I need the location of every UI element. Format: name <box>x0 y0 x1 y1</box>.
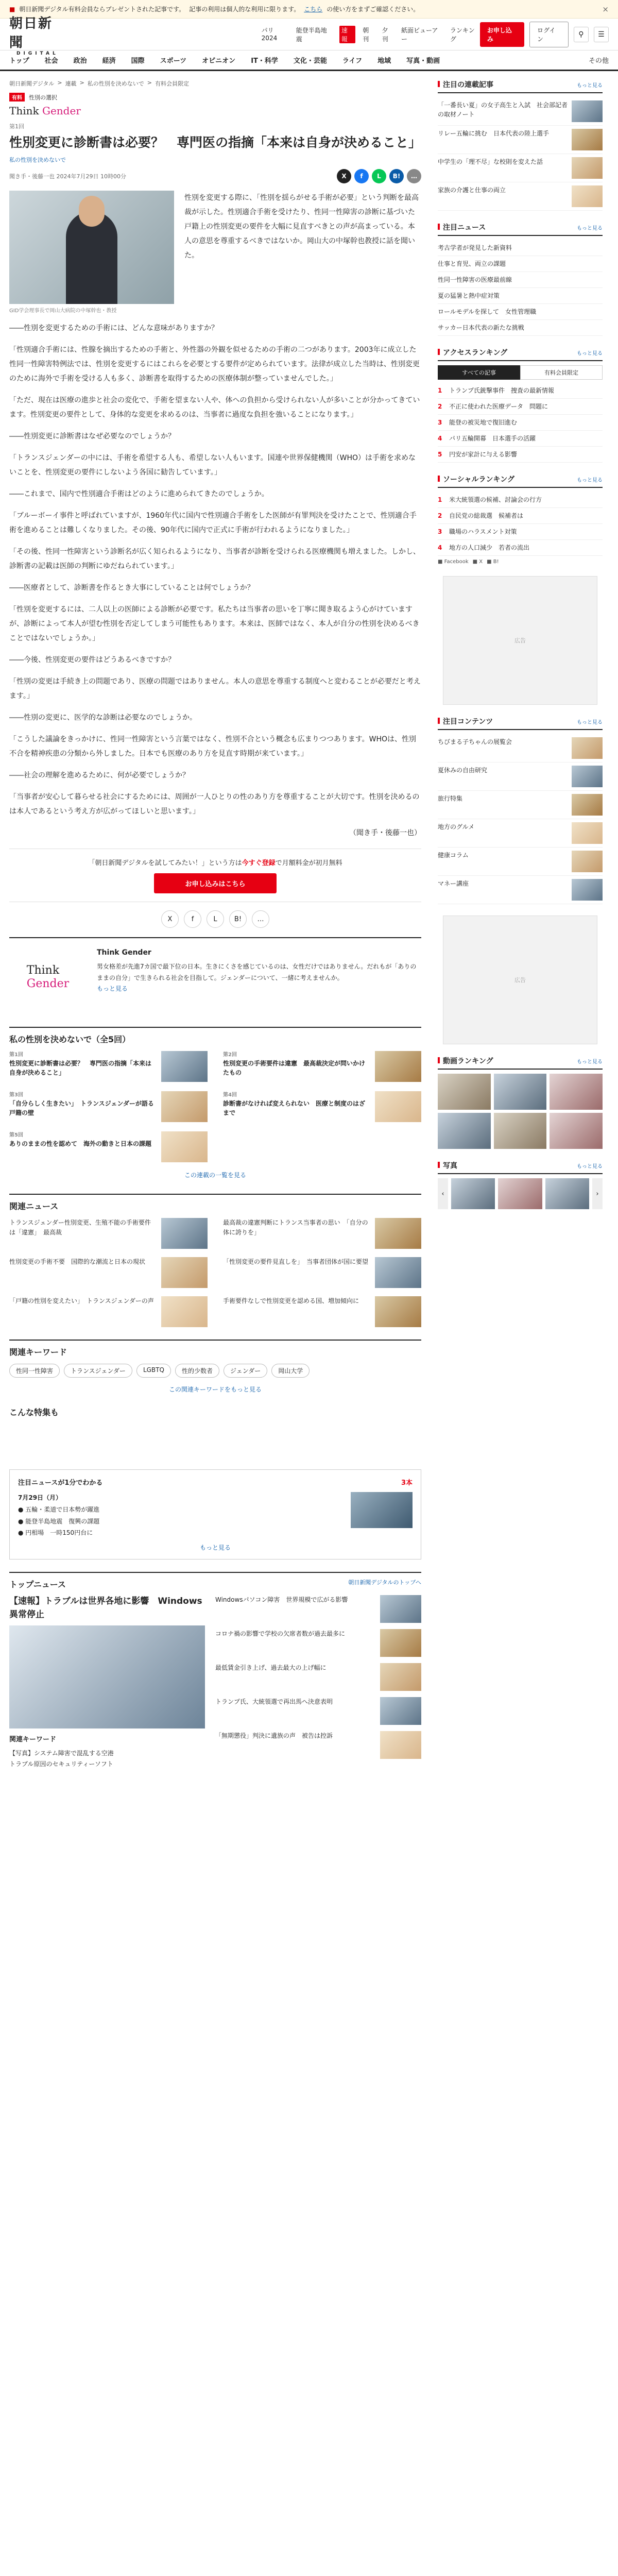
list-item[interactable] <box>9 1091 208 1122</box>
item-title: 「性別変更の要件見直しを」 当事者団体が国に要望 <box>223 1258 369 1265</box>
video-tile[interactable] <box>494 1113 547 1149</box>
side-block-title: 写真 <box>438 1160 457 1171</box>
keyword-list <box>9 1364 421 1378</box>
social-ranking <box>438 474 603 565</box>
subscription-promo <box>9 849 421 902</box>
line-share-icon[interactable]: L <box>372 169 386 183</box>
nav-item-economy[interactable]: 経済 <box>102 57 116 65</box>
chevron-right-icon[interactable]: › <box>592 1178 603 1209</box>
item-title: ロールモデルを探して 女性管理職 <box>438 308 537 315</box>
ranking-row[interactable]: 2 不正に使われた医療データ 問題に <box>438 399 603 415</box>
series-list-title: 私の性別を決めないで（全5回） <box>9 1027 421 1045</box>
nav-item-top[interactable]: トップ <box>9 57 29 65</box>
side-more-link[interactable]: もっと見る <box>577 1164 603 1170</box>
list-item[interactable] <box>438 97 603 126</box>
item-thumbnail <box>375 1296 421 1327</box>
item-thumbnail <box>572 879 603 901</box>
gift-banner <box>0 0 618 19</box>
list-item[interactable] <box>215 1663 421 1691</box>
keyword-chip[interactable]: ジェンダー <box>224 1364 267 1378</box>
profile-logo-b: Gender <box>26 977 70 990</box>
side-block-title: 動画ランキング <box>438 1056 493 1066</box>
header-nav-item[interactable]: 能登半島地震 <box>296 26 327 43</box>
item-thumbnail <box>375 1218 421 1249</box>
item-number: 第1回 <box>9 1052 23 1058</box>
promo-button[interactable]: お申し込みはこちら <box>154 873 276 893</box>
ad-slot[interactable]: 広告 <box>443 576 597 705</box>
article-credit: （聞き手・後藤一也） <box>349 829 421 837</box>
item-title: 「戸籍の性別を変えたい」 トランスジェンダーの声 <box>9 1297 154 1304</box>
article-paragraph: 「ただ、現在は医療の進歩と社会の変化で、手術を望まない人や、体への負担から受けられない人が多いことが分かってきています。性別変更の要件として、身体的な変更を求めるのは、当事者に過度な負担を強いることになります。」 <box>9 396 420 419</box>
promo-text: 「朝日新聞デジタルを試してみたい！」という方は <box>88 859 242 867</box>
photo-tile[interactable] <box>498 1178 542 1209</box>
hatena-share-icon[interactable]: B! <box>389 169 404 183</box>
paid-badge: 有料 <box>9 93 25 101</box>
keyword-chip[interactable]: トランスジェンダー <box>64 1364 132 1378</box>
item-title: 手術要件なしで性別変更を認める国、増加傾向に <box>223 1297 359 1304</box>
video-tile[interactable] <box>550 1113 603 1149</box>
breadcrumb: 朝日新聞デジタル > 連載 > 私の性別を決めないで > 有料会員限定 <box>9 79 189 87</box>
article-date: 2024年7月29日 10時00分 <box>56 173 126 180</box>
header-nav-item[interactable]: 紙面ビューアー <box>401 26 438 43</box>
side-more-link[interactable]: もっと見る <box>577 226 603 231</box>
header-nav-item[interactable]: 朝刊 <box>363 26 369 43</box>
article-paragraph: 「性別を変更するには、二人以上の医師による診断が必要です。私たちは当事者の思いを丁寧に聞き取るよう心がけていますが、診断によって本人が望む性別を否定してしまう可能性もあります。本来は、医師ではなく、本人が自分の性別を決めるべきことではないでしょうか。」 <box>9 605 420 642</box>
list-item[interactable] <box>9 1051 208 1082</box>
side-series-block <box>438 79 603 211</box>
item-title: 旅行特集 <box>438 795 463 802</box>
tab-all-articles[interactable]: すべての記事 <box>438 365 520 380</box>
side-more-link[interactable]: もっと見る <box>577 478 603 483</box>
header-nav-item[interactable]: ランキング <box>450 26 475 43</box>
ranking-row[interactable]: 1 米大統領選の候補、討論会の行方 <box>438 492 603 508</box>
nav-item-photo[interactable]: 写真・動画 <box>406 57 440 65</box>
logo-text: 朝日新聞 <box>9 15 53 50</box>
keyword-chip[interactable]: 性的少数者 <box>175 1364 219 1378</box>
side-news-block <box>438 222 603 336</box>
item-number: 第3回 <box>9 1092 23 1098</box>
banner-prefix: 朝日新聞デジタル有料会員ならプレゼントされた記事です。 <box>19 6 185 13</box>
profile-title: Think Gender <box>97 948 151 957</box>
video-tile[interactable] <box>438 1113 491 1149</box>
item-title: コロナ禍の影響で学校の欠席者数が過去最多に <box>215 1630 346 1638</box>
item-title: トランプ氏、大統領選で再出馬へ決意表明 <box>215 1698 333 1706</box>
list-item[interactable] <box>223 1091 421 1122</box>
item-title: 夏休みの自由研究 <box>438 767 488 774</box>
item-title: 性別変更の手術不要 国際的な潮流と日本の現状 <box>9 1258 146 1265</box>
list-item[interactable] <box>223 1296 421 1327</box>
facebook-share-icon[interactable]: f <box>184 910 201 928</box>
item-title: 能登の被災地で復旧進む <box>449 419 518 426</box>
side-more-link[interactable]: もっと見る <box>577 720 603 725</box>
logo-sub: DIGITAL <box>16 50 59 56</box>
series-more-link[interactable]: この連載の一覧を見る <box>184 1172 246 1179</box>
item-thumbnail <box>380 1663 421 1691</box>
subscribe-button[interactable]: お申し込み <box>480 22 524 47</box>
video-tile[interactable] <box>550 1074 603 1110</box>
side-more-link[interactable]: もっと見る <box>577 351 603 357</box>
list-item[interactable] <box>438 126 603 154</box>
item-title: サッカー日本代表の新たな挑戦 <box>438 324 524 331</box>
digest-date: 7月29日（月） <box>18 1494 62 1501</box>
list-item[interactable] <box>438 272 603 288</box>
item-thumbnail <box>380 1731 421 1759</box>
main-nav <box>0 50 618 71</box>
item-title: 「無期懲役」判決に遺族の声 被告は控訴 <box>215 1732 333 1740</box>
breadcrumb-item[interactable]: 連載 <box>65 80 77 87</box>
list-item[interactable] <box>438 304 603 320</box>
digest-item[interactable]: ● 能登半島地震 復興の課題 <box>18 1517 100 1525</box>
topnews-main-photo[interactable] <box>9 1625 205 1728</box>
item-thumbnail <box>572 185 603 207</box>
article-paragraph: ――性別の変更に、医学的な診断は必要なのでしょうか。 <box>9 714 197 722</box>
item-title: 地方のグルメ <box>438 823 475 831</box>
facebook-icon[interactable]: ■ Facebook <box>438 559 469 565</box>
item-number: 第4回 <box>223 1092 237 1098</box>
article-paragraph: 「性別の変更は手続き上の問題であり、医療の問題ではありません。本人の意思を尊重する制度へと変わることが必要だと考えます。」 <box>9 677 421 700</box>
nav-item-opinion[interactable]: オピニオン <box>202 57 236 65</box>
item-thumbnail <box>572 157 603 179</box>
article-paragraph: ――社会の理解を進めるために、何が必要でしょうか？ <box>9 771 190 779</box>
banner-suffix: の使い方をまずご確認ください。 <box>327 6 420 13</box>
related-title: 関連ニュース <box>9 1194 421 1212</box>
think-logo-b: Gender <box>42 105 81 117</box>
side-block-title: ソーシャルランキング <box>438 474 514 484</box>
item-title: ちびまる子ちゃんの展覧会 <box>438 738 512 745</box>
list-item[interactable] <box>438 819 603 848</box>
item-title: リレー五輪に挑む 日本代表の陸上選手 <box>438 130 550 137</box>
special-title: こんな特集も <box>9 1408 59 1417</box>
list-item[interactable] <box>9 1296 208 1327</box>
ranking-row[interactable]: 3 職場のハラスメント対策 <box>438 524 603 540</box>
digest-count: 3本 <box>401 1479 413 1487</box>
hatena-share-icon[interactable]: B! <box>229 910 247 928</box>
article-paragraph: 「こうした議論をきっかけに、性同一性障害という言葉ではなく、性別不合という概念も広まりつつあります。WHOは、性別不合を精神疾患の分類から外しました。日本でも医療のあり方を見直す時期が来ています。」 <box>9 735 416 758</box>
share-buttons <box>337 169 421 183</box>
banner-link[interactable]: こちら <box>304 6 323 13</box>
item-title: 中学生の「理不尽」な校則を変えた話 <box>438 158 543 165</box>
item-thumbnail <box>161 1218 208 1249</box>
item-title: マネー講座 <box>438 880 469 887</box>
facebook-share-icon[interactable]: f <box>354 169 369 183</box>
share-buttons-bottom <box>9 910 421 928</box>
side-block-title: 注目コンテンツ <box>438 716 493 726</box>
item-thumbnail <box>161 1296 208 1327</box>
item-title: 夏の猛暑と熱中症対策 <box>438 292 500 299</box>
item-number: 第5回 <box>9 1132 23 1138</box>
nav-item-international[interactable]: 国際 <box>131 57 145 65</box>
list-item[interactable] <box>438 288 603 304</box>
item-thumbnail <box>380 1629 421 1657</box>
topnews-kw-item[interactable]: 【写真】システム障害で混乱する空港 <box>9 1749 114 1757</box>
video-ranking <box>438 1056 603 1149</box>
item-thumbnail <box>572 129 603 150</box>
item-title: 考古学者が発見した新資料 <box>438 244 512 251</box>
line-share-icon[interactable]: L <box>207 910 224 928</box>
list-item[interactable] <box>215 1731 421 1759</box>
nav-item-sports[interactable]: スポーツ <box>160 57 187 65</box>
item-thumbnail <box>380 1595 421 1623</box>
item-title: トランスジェンダー性別変更、生殖不能の手術要件は「違憲」 最高裁 <box>9 1219 151 1236</box>
article-author: 聞き手・後藤一也 <box>9 173 55 180</box>
topnews-main-title[interactable]: 【速報】トラブルは世界各地に影響 Windows異常停止 <box>9 1596 202 1620</box>
article-paragraph: 「トランスジェンダーの中には、手術を希望する人も、希望しない人もいます。国連や世界保健機関（WHO）は手術を求めないことを、性別変更の要件にしないよう各国に勧告しています。」 <box>9 454 416 477</box>
list-item[interactable] <box>438 240 603 256</box>
item-title: 「自分らしく生きたい」 トランスジェンダーが語る戸籍の壁 <box>9 1100 154 1116</box>
item-title: トランプ氏銃撃事件 捜査の最新情報 <box>449 387 555 394</box>
series-number: 第1回 <box>9 123 24 130</box>
promo-highlight: 今すぐ登録 <box>242 859 276 867</box>
list-item[interactable] <box>223 1051 421 1082</box>
list-item[interactable] <box>9 1257 208 1288</box>
item-title: 健康コラム <box>438 852 469 859</box>
article-photo[interactable] <box>9 191 174 304</box>
item-title: 性別変更に診断書は必要？ 専門医の指摘「本来は自身が決めること」 <box>9 1060 152 1076</box>
item-thumbnail <box>375 1257 421 1288</box>
x-share-icon[interactable]: X <box>161 910 179 928</box>
item-title: 不正に使われた医療データ 問題に <box>449 403 548 410</box>
item-thumbnail <box>572 851 603 872</box>
item-title: 米大統領選の候補、討論会の行方 <box>449 496 542 503</box>
item-thumbnail <box>161 1051 208 1082</box>
article-paragraph: ――性別変更に診断書はなぜ必要なのでしょうか？ <box>9 432 175 440</box>
item-thumbnail <box>161 1257 208 1288</box>
menu-icon[interactable]: ☰ <box>594 27 609 42</box>
nav-item-society[interactable]: 社会 <box>44 57 58 65</box>
featured-contents <box>438 716 603 904</box>
article-paragraph: ――性別を変更するための手術には、どんな意味がありますか？ <box>9 324 218 332</box>
item-thumbnail <box>572 794 603 816</box>
think-gender-logo[interactable] <box>9 105 421 117</box>
list-item[interactable] <box>438 791 603 819</box>
list-item[interactable] <box>9 1131 208 1162</box>
list-item[interactable] <box>438 876 603 904</box>
x-icon[interactable]: ■ X <box>472 559 483 565</box>
digest-title: 注目ニュースが1分でわかる <box>18 1479 103 1487</box>
topnews-section <box>9 1595 421 1770</box>
profile-more-link[interactable]: もっと見る <box>97 985 128 993</box>
item-title: 地方の人口減少 若者の流出 <box>449 544 530 551</box>
article-paragraph: 「ブルーボーイ事件と呼ばれていますが、1960年代に国内で性別適合手術をした医師が有罪判決を受けたことで、性別適合手術を進めることは難しくなりました。その後、90年代に国内で正式に手術が行われるようになりました。」 <box>9 512 417 534</box>
x-share-icon[interactable]: X <box>337 169 351 183</box>
list-item[interactable] <box>223 1218 421 1249</box>
list-item[interactable] <box>223 1257 421 1288</box>
list-item[interactable] <box>438 182 603 211</box>
breadcrumb-item[interactable]: 朝日新聞デジタル <box>9 80 55 87</box>
ranking-row[interactable]: 3 能登の被災地で復旧進む <box>438 415 603 431</box>
think-logo-a: Think <box>9 105 39 117</box>
item-title: 自民党の総裁選 候補者は <box>449 512 524 519</box>
side-block-title: 注目の連載記事 <box>438 79 493 90</box>
main-column <box>9 79 421 1770</box>
news-digest-box <box>9 1469 421 1560</box>
video-tile[interactable] <box>438 1074 491 1110</box>
topnews-kw-item[interactable]: トラブル原因のセキュリティーソフト <box>9 1760 113 1768</box>
item-thumbnail <box>572 737 603 759</box>
ranking-row[interactable]: 2 自民党の総裁選 候補者は <box>438 508 603 524</box>
series-label: 性別の選択 <box>29 94 57 101</box>
list-item[interactable] <box>438 320 603 336</box>
item-thumbnail <box>572 766 603 787</box>
item-title: パリ五輪開幕 日本選手の活躍 <box>449 435 536 442</box>
ranking-row[interactable]: 4 地方の人口減少 若者の流出 <box>438 540 603 556</box>
list-item[interactable] <box>9 1218 208 1249</box>
breadcrumb-item: 有料会員限定 <box>155 80 189 87</box>
breadcrumb-item[interactable]: 私の性別を決めないで <box>87 80 144 87</box>
header-nav-item[interactable]: パリ2024 <box>261 26 278 42</box>
site-header <box>0 15 618 56</box>
profile-text: 男女格差が先進7カ国で最下位の日本。生きにくさを感じているのは、女性だけではありません。だれもが「ありのままの自分」で生きられる社会を目指して。ジェンダーについて、一緒に考えませんか。 <box>97 963 417 981</box>
article-paragraph: ――これまで、国内で性別適合手術はどのように進められてきたのでしょうか。 <box>9 490 269 498</box>
list-item[interactable] <box>438 734 603 762</box>
header-nav <box>262 26 480 43</box>
keyword-chip[interactable]: LGBTQ <box>136 1364 171 1378</box>
digest-item[interactable]: ● 円相場 一時150円台に <box>18 1529 93 1537</box>
search-icon[interactable]: ⚲ <box>574 27 589 42</box>
tab-paid-articles[interactable]: 有料会員限定 <box>520 365 603 380</box>
hatena-icon[interactable]: ■ B! <box>487 559 499 565</box>
digest-item[interactable]: ● 五輪・柔道で日本勢が躍進 <box>18 1505 100 1513</box>
promo-text-end: で月額料金が初月無料 <box>275 859 342 867</box>
more-icon[interactable]: … <box>252 910 269 928</box>
item-thumbnail <box>375 1091 421 1122</box>
article-body <box>9 321 421 840</box>
series-list <box>9 1051 421 1162</box>
item-thumbnail <box>375 1051 421 1082</box>
keywords-title: 関連キーワード <box>9 1340 421 1358</box>
photo-block <box>438 1160 603 1209</box>
item-thumbnail <box>161 1091 208 1122</box>
nav-item-culture[interactable]: 文化・芸能 <box>293 57 327 65</box>
item-title: 診断書がなければ変えられない 医療と制度のはざまで <box>223 1100 366 1116</box>
item-thumbnail <box>380 1697 421 1725</box>
chevron-left-icon[interactable]: ‹ <box>438 1178 448 1209</box>
related-news <box>9 1218 421 1327</box>
digest-thumbnail <box>351 1492 413 1528</box>
topnews-title: トップニュース <box>9 1580 66 1590</box>
side-block-title: 注目ニュース <box>438 222 486 232</box>
side-more-link[interactable]: もっと見る <box>577 83 603 89</box>
series-name-link[interactable]: 私の性別を決めないで <box>9 157 66 163</box>
item-title: 性同一性障害の医療最前線 <box>438 276 512 283</box>
topnews-kw-title: 関連キーワード <box>9 1736 57 1744</box>
banner-text: 記事の利用は個人的な利用に限ります。 <box>189 6 300 13</box>
series-profile <box>9 937 421 1016</box>
more-icon[interactable]: … <box>407 169 421 183</box>
think-gender-logo[interactable] <box>9 946 87 1008</box>
ranking-row[interactable]: 5 円安が家計に与える影響 <box>438 447 603 463</box>
list-item[interactable] <box>215 1629 421 1657</box>
ranking-row[interactable]: 1 トランプ氏銃撃事件 捜査の最新情報 <box>438 383 603 399</box>
item-thumbnail <box>572 822 603 844</box>
list-item[interactable] <box>438 256 603 272</box>
ad-slot[interactable]: 広告 <box>443 916 597 1044</box>
warning-icon: ■ <box>9 5 15 13</box>
article-paragraph: 「その後、性同一性障害という診断名が広く知られるようになり、当事者が診断を受けられる医療機関も増えました。しかし、診断書の記載は医師の判断にゆだねられています。」 <box>9 548 420 570</box>
list-item[interactable] <box>438 762 603 791</box>
item-title: 最高裁の違憲判断にトランス当事者の思い 「自分の体に誇りを」 <box>223 1219 368 1236</box>
list-item[interactable] <box>438 848 603 876</box>
item-title: 「一番長い夏」の女子高生と入試 社会部記者の取材ノート <box>438 101 568 118</box>
photo-caption: GID学会理事長で岡山大病院の中塚幹也・教授 <box>9 308 117 314</box>
article-paragraph: 「性別適合手術には、性腺を摘出するための手術と、外性器の外観を似せるための手術の二つがあります。2003年に成立した性同一性障害特例法では、性別を変更するにはこれらを必要とする要件が定められています。法律が成立した当時は、性別変更のために海外で手術を受ける人も多く、診断書を取得するための医療体制が整っていませんでした。」 <box>9 346 420 383</box>
header-nav-item[interactable]: 夕刊 <box>382 26 388 43</box>
nav-item-region[interactable]: 地域 <box>377 57 391 65</box>
item-thumbnail <box>161 1131 208 1162</box>
article-paragraph: 「当事者が安心して暮らせる社会にするためには、周囲が一人ひとりの性のあり方を尊重することが大切です。性別を決めるのは本人であるという考え方が広がってほしいと思います。」 <box>9 793 420 816</box>
list-item[interactable] <box>215 1697 421 1725</box>
sidebar <box>438 79 603 1770</box>
topnews-more-link[interactable]: 朝日新聞デジタルのトップへ <box>348 1579 421 1586</box>
item-title: 仕事と育児、両立の課題 <box>438 260 506 267</box>
item-number: 第2回 <box>223 1052 237 1058</box>
photo-tile[interactable] <box>545 1178 589 1209</box>
article-title: 性別変更に診断書は必要？ 専門医の指摘「本来は自身が決めること」 <box>9 135 422 150</box>
keyword-chip[interactable]: 岡山大学 <box>271 1364 310 1378</box>
keyword-chip[interactable]: 性同一性障害 <box>9 1364 60 1378</box>
access-ranking <box>438 347 603 463</box>
profile-logo-a: Think <box>26 963 60 977</box>
site-logo[interactable] <box>9 13 66 56</box>
photo-tile[interactable] <box>451 1178 495 1209</box>
ranking-row[interactable]: 4 パリ五輪開幕 日本選手の活躍 <box>438 431 603 447</box>
item-title: 家族の介護と仕事の両立 <box>438 187 506 194</box>
nav-item-more[interactable]: その他 <box>588 57 609 65</box>
list-item[interactable] <box>438 154 603 182</box>
article-lead: 性別を変更する際に、「性別を揺らがせる手術が必要」という判断を最高裁が示した。性別適合手術を受けたり、性同一性障害の診断に基づいた戸籍上の性別変更の要件を大幅に見直すべきとの声が高まっている。本人の意思を尊重するべきではないか。岡山大の中塚幹也教授に話を聞いた。 <box>184 194 419 260</box>
nav-item-politics[interactable]: 政治 <box>73 57 87 65</box>
login-button[interactable]: ログイン <box>529 22 569 47</box>
item-title: 最低賃金引き上げ、過去最大の上げ幅に <box>215 1664 327 1672</box>
item-title: Windowsパソコン障害 世界規模で広がる影響 <box>215 1596 348 1604</box>
side-block-title: アクセスランキング <box>438 347 507 358</box>
article-paragraph: ――今後、性別変更の要件はどうあるべきですか？ <box>9 656 175 664</box>
side-more-link[interactable]: もっと見る <box>577 1059 603 1065</box>
article-paragraph: ――医療者として、診断書を作るとき大事にしていることは何でしょうか？ <box>9 584 254 592</box>
item-title: 性別変更の手術要件は違憲 最高裁決定が問いかけたもの <box>223 1060 366 1076</box>
item-thumbnail <box>572 100 603 122</box>
close-icon[interactable]: × <box>602 4 609 14</box>
header-nav-breaking[interactable]: 速報 <box>339 26 355 43</box>
digest-more-link[interactable]: もっと見る <box>199 1544 231 1552</box>
video-tile[interactable] <box>494 1074 547 1110</box>
nav-item-life[interactable]: ライフ <box>342 57 363 65</box>
list-item[interactable] <box>215 1595 421 1623</box>
keywords-more-link[interactable]: この関連キーワードをもっと見る <box>168 1386 262 1393</box>
item-title: ありのままの性を認めて 海外の動きと日本の課題 <box>9 1140 152 1147</box>
item-title: 円安が家計に与える影響 <box>449 451 518 458</box>
nav-item-it[interactable]: IT・科学 <box>251 57 278 65</box>
item-title: 職場のハラスメント対策 <box>449 528 517 535</box>
